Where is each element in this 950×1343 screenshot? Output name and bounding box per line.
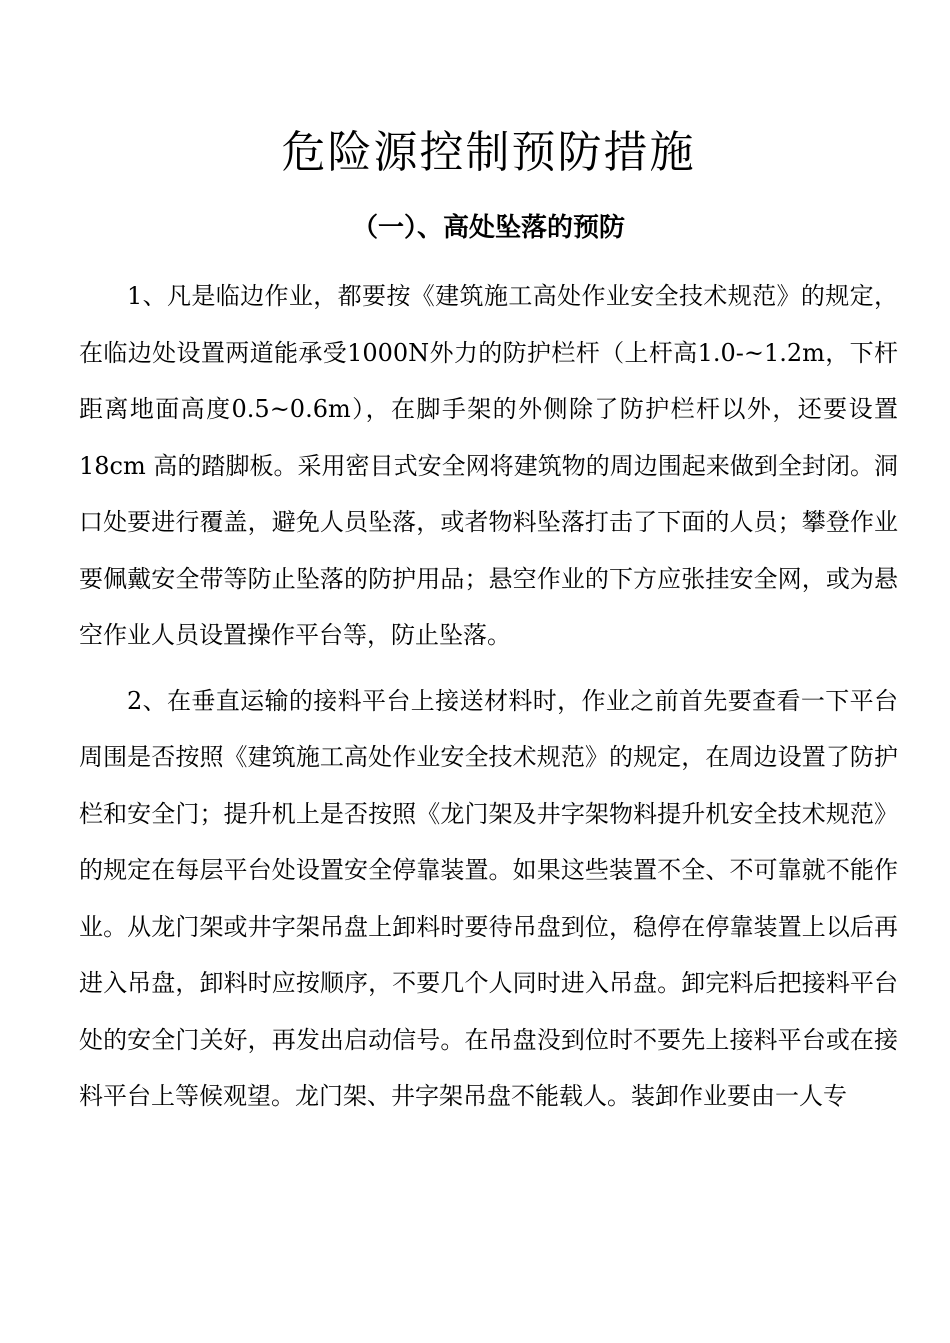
section-heading: （一）、高处坠落的预防 — [351, 213, 625, 243]
paragraph-1: 1、凡是临边作业，都要按《建筑施工高处作业安全技术规范》的规定，在临边处设置两道能承受1000N外力的防护栏杆（上杆高1.0-~1.2m，下杆距离地面高度0.5~0.6m），在脚手架的外侧除了防护栏杆以外，还要设置 18cm 高的踏脚板。采用密目式安全网将建筑物的周边围起来做到全封闭。洞口处要进行覆盖，避免人员坠落，或者物料坠落打击了下面的人员；攀登作业要佩戴安全带等防止坠落的防护用品；悬空作业的下方应张挂安全网，或为悬空作业人员设置操作平台等，防止坠落。 — [79, 282, 898, 649]
document-title: 危险源控制预防措施 — [281, 127, 696, 178]
paragraph-2: 2、在垂直运输的接料平台上接送材料时，作业之前首先要查看一下平台周围是否按照《建筑施工高处作业安全技术规范》的规定，在周边设置了防护栏和安全门；提升机上是否按照《龙门架及井字架物料提升机安全技术规范》的规定在每层平台处设置安全停靠装置。如果这些装置不全、不可靠就不能作业。从龙门架或井字架吊盘上卸料时要待吊盘到位，稳停在停靠装置上以后再进入吊盘，卸料时应按顺序，不要几个人同时进入吊盘。卸完料后把接料平台处的安全门关好，再发出启动信号。在吊盘没到位时不要先上接料平台或在接料平台上等候观望。龙门架、井字架吊盘不能载人。装卸作业要由一人专 — [79, 686, 898, 1110]
